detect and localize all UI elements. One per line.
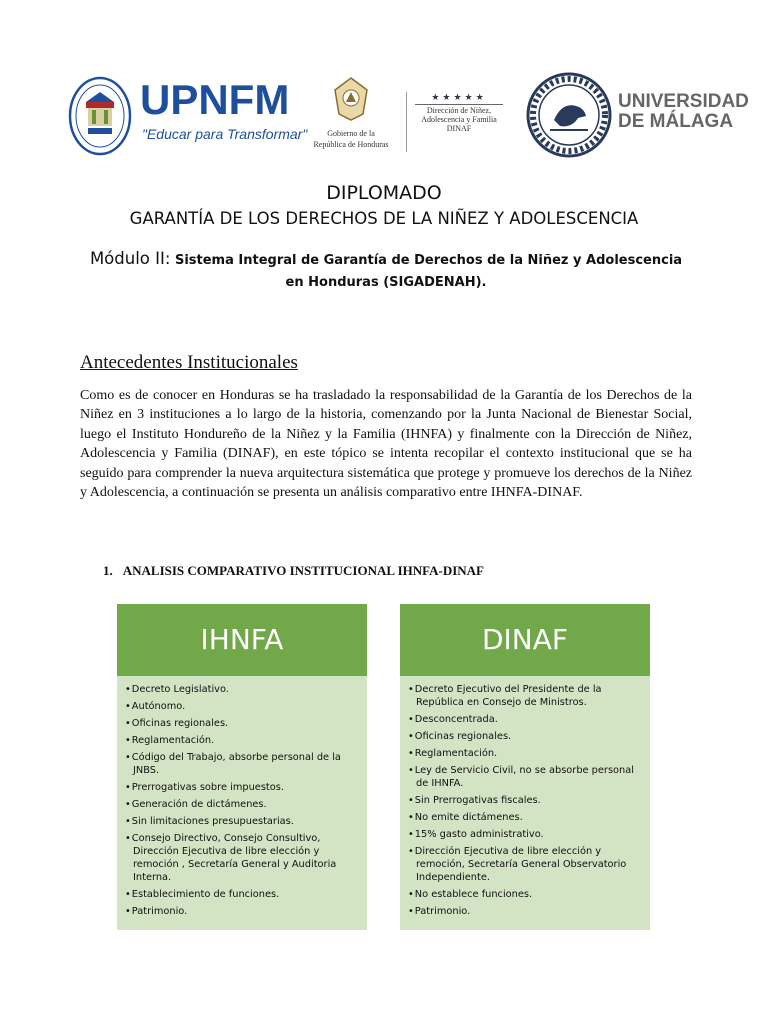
list-item: • Reglamentación. <box>408 747 642 760</box>
module-heading <box>80 248 692 294</box>
uma-text-line1: UNIVERSIDAD <box>618 91 749 112</box>
dinaf-text-line3: DINAF <box>446 124 472 133</box>
gobierno-text-line1: Gobierno de la <box>327 129 375 138</box>
upnfm-seal-icon <box>68 76 132 156</box>
gobierno-text-line2: República de Honduras <box>313 140 389 149</box>
list-item: • Oficinas regionales. <box>125 717 359 730</box>
list-item: • No emite dictámenes. <box>408 811 642 824</box>
list-item: • Decreto Legislativo. <box>125 683 359 696</box>
list-item: • 15% gasto administrativo. <box>408 828 642 841</box>
document-subtitle: GARANTÍA DE LOS DERECHOS DE LA NIÑEZ Y ADOLESCENCIA <box>129 209 639 228</box>
list-item: • Establecimiento de funciones. <box>125 888 359 901</box>
upnfm-title: UPNFM <box>140 76 290 123</box>
dinaf-text-line1: Dirección de Niñez, <box>426 106 492 115</box>
uma-text-line2: DE MÁLAGA <box>618 111 734 132</box>
list-heading-text: ANALISIS COMPARATIVO INSTITUCIONAL IHNFA-DINAF <box>122 563 485 578</box>
upnfm-motto: "Educar para Transformar" <box>142 126 308 142</box>
list-item: • Patrimonio. <box>408 905 642 918</box>
dinaf-list <box>400 676 650 918</box>
list-item: • Autónomo. <box>125 700 359 713</box>
honduras-coat-of-arms-icon <box>331 76 371 122</box>
ihnfa-list <box>117 676 367 918</box>
list-item: • Sin Prerrogativas fiscales. <box>408 794 642 807</box>
list-heading-number: 1. <box>103 563 113 578</box>
dinaf-divider <box>415 104 503 105</box>
module-label: Módulo II: <box>89 249 171 268</box>
list-item: • Desconcentrada. <box>408 713 642 726</box>
list-item: • Oficinas regionales. <box>408 730 642 743</box>
list-heading <box>103 563 484 579</box>
uma-seal-icon <box>526 72 612 158</box>
list-item: • Prerrogativas sobre impuestos. <box>125 781 359 794</box>
list-item: • Patrimonio. <box>125 905 359 918</box>
list-item: • Generación de dictámenes. <box>125 798 359 811</box>
uma-text <box>618 92 749 132</box>
dinaf-text-line2: Adolescencia y Familia <box>421 115 497 124</box>
document-title-block <box>0 180 768 231</box>
intro-paragraph: Como es de conocer en Honduras se ha trasladado la responsabilidad de la Garantía de los Derechos de la Niñez en 3 instituciones a lo largo de la historia, comenzando por la Junta Nacional de Bienestar Social, luego el Instituto Hondureño de la Niñez y la Familia (IHNFA) y finalmente con la Dirección de Niñez, Adolescencia y Familia (DINAF), en este tópico se intenta recopilar el contexto institucional que se ha seguido para comprender la nueva arquitectura sistemática que protege y promueve los derechos de la Niñez y Adolescencia, a continuación se presenta un análisis comparativo entre IHNFA-DINAF. <box>80 388 692 501</box>
list-item: • Ley de Servicio Civil, no se absorbe personal de IHNFA. <box>408 764 642 790</box>
module-text: Sistema Integral de Garantía de Derechos de la Niñez y Adolescencia en Honduras (SIGADENAH). <box>174 253 683 290</box>
list-item: • Reglamentación. <box>125 734 359 747</box>
list-item: • Consejo Directivo, Consejo Consultivo, Dirección Ejecutiva de libre elección y remoción , Secretaría General y Auditoria Interna. <box>125 832 359 884</box>
document-title: DIPLOMADO <box>326 182 442 204</box>
section-title: Antecedentes Institucionales <box>80 352 298 373</box>
dinaf-stars-icon: ★★★★★ <box>431 92 487 102</box>
gobierno-logo <box>306 76 396 158</box>
dinaf-logo <box>406 92 511 152</box>
list-item: • No establece funciones. <box>408 888 642 901</box>
dinaf-card <box>400 604 650 930</box>
logo-bar <box>66 70 749 160</box>
ihnfa-card-title: IHNFA <box>117 604 367 676</box>
ihnfa-card <box>117 604 367 930</box>
list-item: • Decreto Ejecutivo del Presidente de la República en Consejo de Ministros. <box>408 683 642 709</box>
dinaf-card-title: DINAF <box>400 604 650 676</box>
list-item: • Sin limitaciones presupuestarias. <box>125 815 359 828</box>
list-item: • Dirección Ejecutiva de libre elección y remoción, Secretaría General Observatorio Independiente. <box>408 845 642 884</box>
list-item: • Código del Trabajo, absorbe personal de la JNBS. <box>125 751 359 777</box>
